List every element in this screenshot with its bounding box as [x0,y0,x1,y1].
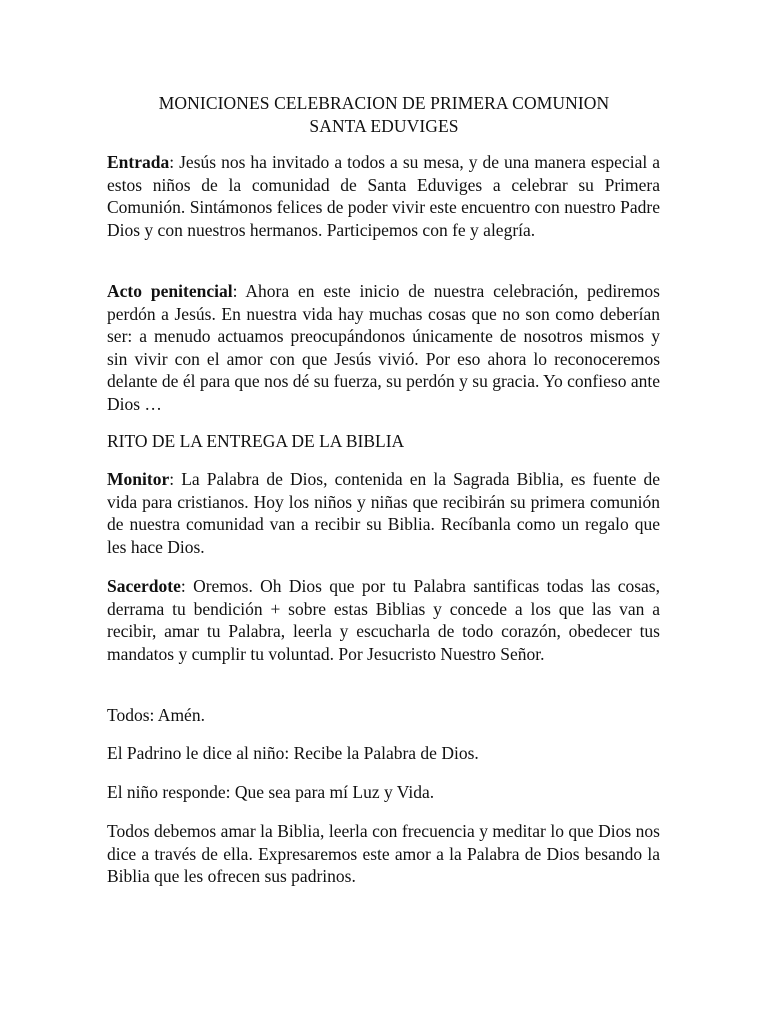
label-entrada: Entrada [107,152,170,172]
paragraph-todos-amen: Todos: Amén. [107,705,205,725]
label-sacerdote: Sacerdote [107,576,181,596]
document-title-line-1: MONICIONES CELEBRACION DE PRIMERA COMUNION [158,93,610,113]
paragraph-final: Todos debemos amar la Biblia, leerla con frecuencia y meditar lo que Dios nos dice a través de ella. Expresaremos este amor a la Palabra de Dios besando la Biblia que les ofrecen sus padrinos. [107,821,660,886]
paragraph-padrino: El Padrino le dice al niño: Recibe la Palabra de Dios. [107,743,479,763]
document-title-line-2: SANTA EDUVIGES [309,116,459,136]
label-acto-penitencial: Acto penitencial [107,281,233,301]
paragraph-acto-penitencial [107,280,660,415]
label-monitor: Monitor [107,469,170,489]
paragraph-monitor [107,468,660,558]
paragraph-sacerdote [107,575,660,665]
text-sacerdote: : Oremos. Oh Dios que por tu Palabra santificas todas las cosas, derrama tu bendición + sobre estas Biblias y concede a los que las van a recibir, amar tu Palabra, leerla y escucharla de todo corazón, obedecer tus mandatos y cumplir tu voluntad. Por Jesucristo Nuestro Señor. [107,576,660,664]
text-acto-penitencial: : Ahora en este inicio de nuestra celebración, pediremos perdón a Jesús. En nuestra vida hay muchas cosas que no son como deberían ser: a menudo actuamos preocupándonos únicamente de nosotros mismos y sin vivir con el amor con que Jesús vivió. Por eso ahora lo reconoceremos delante de él para que nos dé su fuerza, su perdón y su gracia. Yo confieso ante Dios … [107,281,660,414]
section-heading-rito: RITO DE LA ENTREGA DE LA BIBLIA [107,431,405,451]
paragraph-entrada [107,151,660,241]
text-entrada: : Jesús nos ha invitado a todos a su mesa, y de una manera especial a estos niños de la comunidad de Santa Eduviges a celebrar su Primera Comunión. Sintámonos felices de poder vivir este encuentro con nuestro Padre Dios y con nuestros hermanos. Participemos con fe y alegría. [107,152,660,240]
text-monitor: : La Palabra de Dios, contenida en la Sagrada Biblia, es fuente de vida para cristianos. Hoy los niños y niñas que recibirán su primera comunión de nuestra comunidad van a recibir su Biblia. Recíbanla como un regalo que les hace Dios. [107,469,660,557]
paragraph-nino-responde: El niño responde: Que sea para mí Luz y Vida. [107,782,435,802]
